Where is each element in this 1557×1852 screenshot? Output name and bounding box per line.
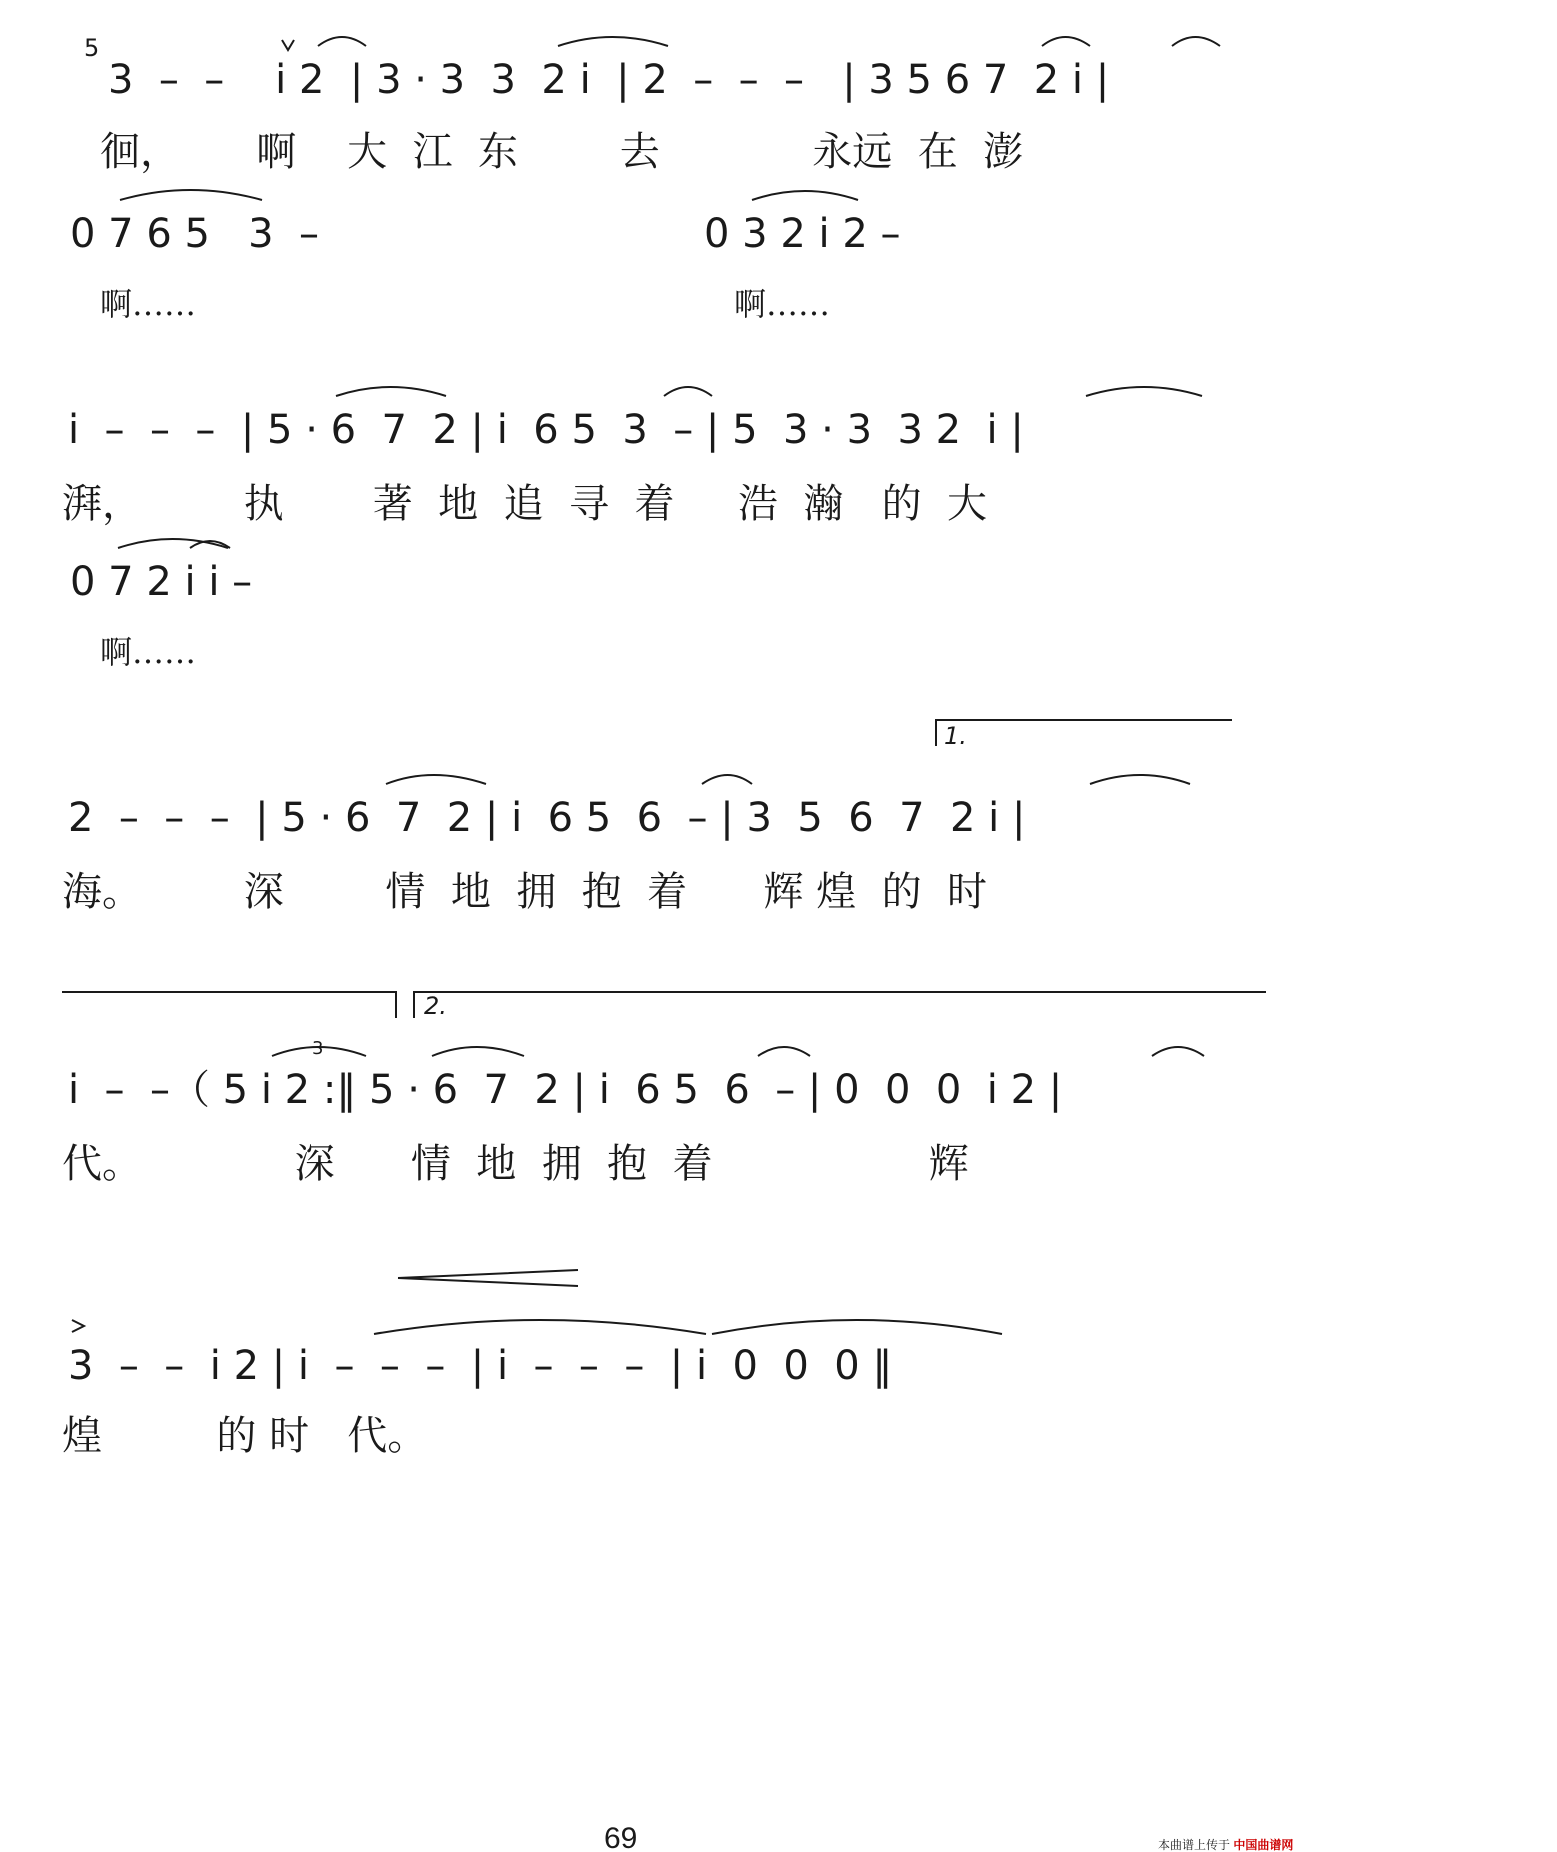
slur: [432, 1047, 524, 1056]
slur: [758, 1047, 810, 1056]
system1-sub-notes-a: 0 7 6 5 3 –: [70, 211, 319, 257]
system1-sub-lyric-b: 啊……: [734, 285, 831, 323]
volta-2-bracket: [414, 992, 1266, 1018]
system2-sub-notes: 0 7 2 i i –: [70, 559, 253, 605]
slur: [272, 1047, 366, 1056]
dynamics-hairpin: [398, 1270, 578, 1286]
grace-note: 5: [84, 34, 100, 62]
slur: [702, 775, 752, 784]
slur: [386, 775, 486, 784]
slur: [120, 190, 262, 200]
system5-notes: 3 – – i 2 | i – – – | i – – – | i 0 0 0 ‖: [68, 1343, 893, 1389]
slur: [558, 37, 668, 46]
system4-lyrics: 代。 深 情 地 拥 抱 着 辉: [62, 1141, 969, 1187]
slur: [664, 387, 712, 396]
slur: [1086, 387, 1202, 396]
slur: [336, 387, 446, 396]
slur: [1042, 37, 1090, 46]
volta-1-end: [62, 992, 396, 1018]
system1-sub-notes-b: 0 3 2 i 2 –: [704, 211, 901, 257]
slur: [1090, 775, 1190, 784]
system2-lyrics: 湃， 执 著 地 追 寻 着 浩 瀚 的 大: [62, 481, 988, 527]
system2-sub-lyric: 啊……: [100, 633, 197, 671]
breath-mark: [282, 40, 294, 50]
volta-2-label: 2.: [424, 992, 447, 1020]
slur: [1172, 37, 1220, 46]
slur: [1152, 1047, 1204, 1056]
triplet-mark: 3: [312, 1038, 324, 1059]
slur: [318, 37, 366, 46]
system3-lyrics: 海。 深 情 地 拥 抱 着 辉 煌 的 时: [62, 869, 988, 915]
system5-lyrics: 煌 的 时 代。: [62, 1413, 428, 1459]
tie: [374, 1320, 706, 1334]
accent-mark: [72, 1320, 84, 1332]
system3-notes: 2 – – – | 5 · 6 7 2 | i 6 5 6 – | 3 5 6 7 2 i |: [68, 795, 1026, 841]
system2-notes: i – – – | 5 · 6 7 2 | i 6 5 3 – | 5 3 · 3 3 2 i |: [68, 407, 1024, 453]
tie: [712, 1320, 1002, 1334]
system1-lyrics: 徊， 啊 大 江 东 去 永远 在 澎: [100, 129, 1024, 175]
system1-notes: 3 – – i 2 | 3 · 3 3 2 i | 2 – – – | 3 5 6 7 2 i |: [108, 57, 1110, 103]
volta-1-label: 1.: [944, 722, 967, 750]
slur: [752, 191, 858, 200]
system4-notes: i – –（ 5 i 2 :‖ 5 · 6 7 2 | i 6 5 6 – | 0 0 0 i 2 |: [68, 1067, 1063, 1113]
footer-note: 本曲谱上传于 中国曲谱网: [1158, 1838, 1294, 1852]
volta-1-bracket: [936, 720, 1232, 750]
page-number: 69: [604, 1822, 638, 1852]
system1-sub-lyric-a: 啊……: [100, 285, 197, 323]
